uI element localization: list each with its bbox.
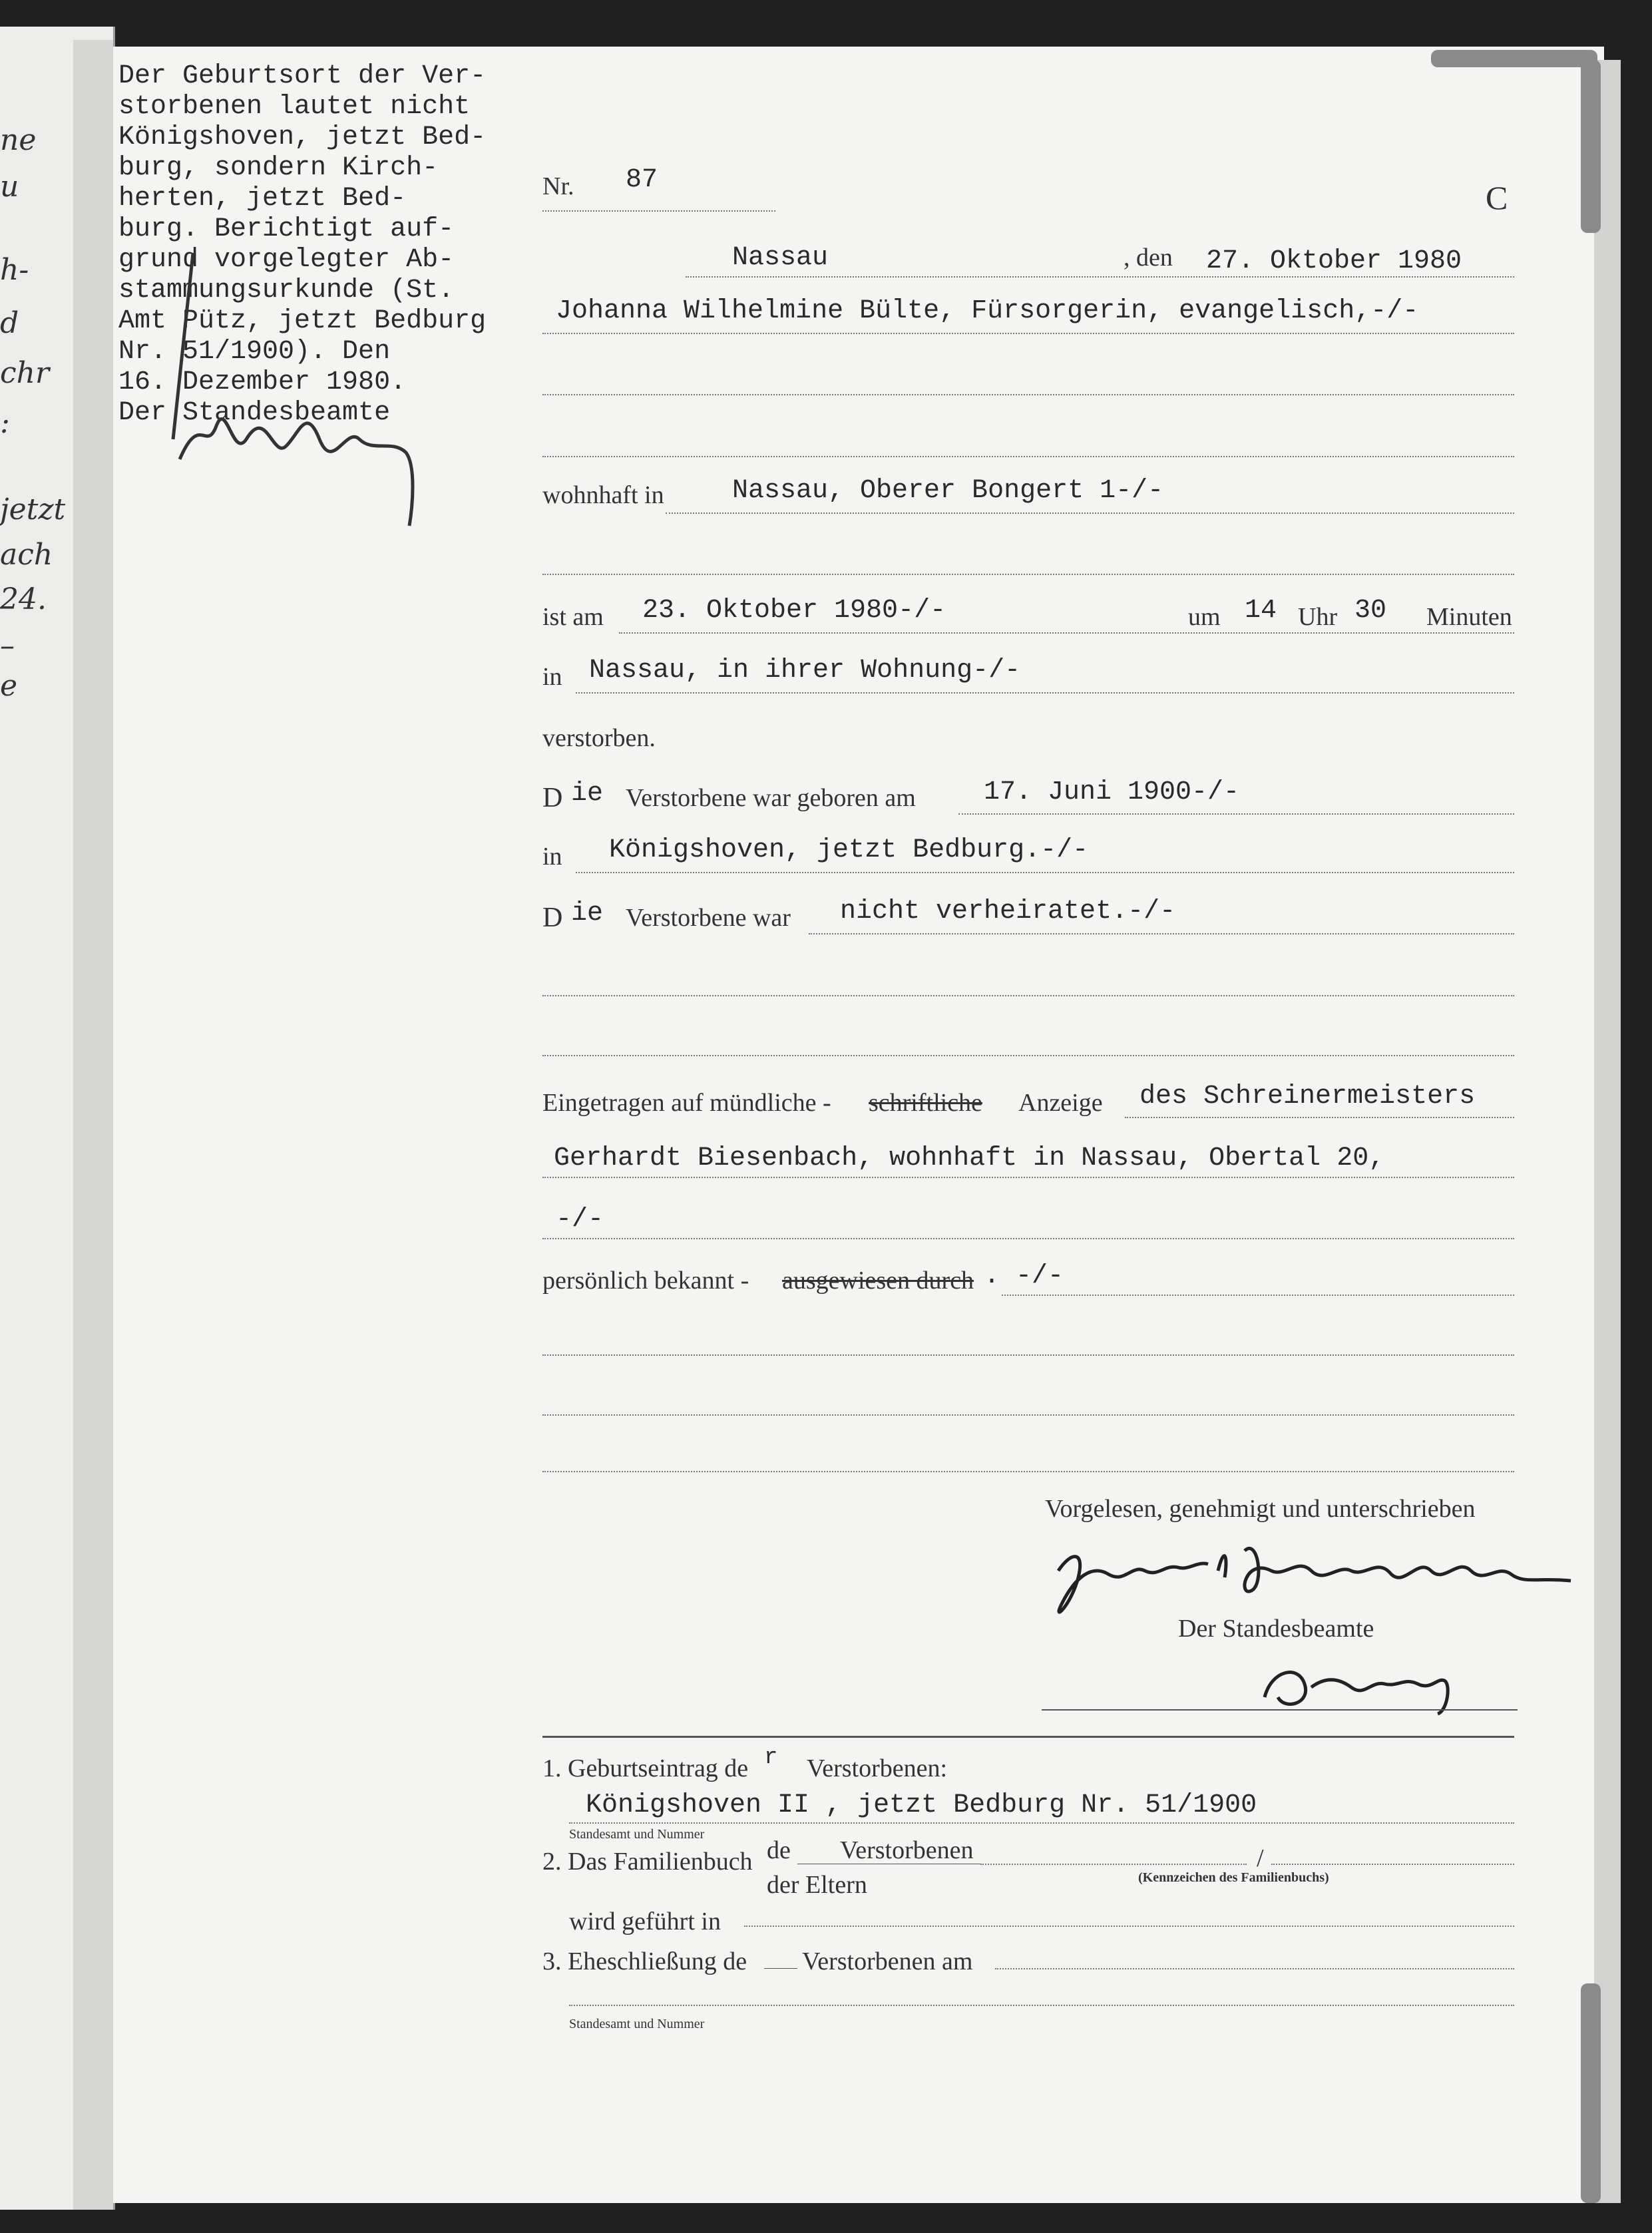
- margin-note-line: burg, sondern Kirch-: [118, 153, 439, 183]
- margin-note-line: herten, jetzt Bed-: [118, 184, 407, 214]
- informant-rule-2: [542, 1177, 1514, 1178]
- death-place-rule: [576, 692, 1514, 694]
- form-letter: C: [1486, 179, 1508, 216]
- registrar-signature: [1258, 1657, 1478, 1717]
- left-page-binding-strip: [73, 40, 113, 2210]
- struck-schriftliche: schriftliche: [869, 1089, 982, 1117]
- footer-item3-rule-2: [569, 2005, 1514, 2006]
- birth-date-rule: [958, 813, 1514, 815]
- informant-rule-1: [1125, 1117, 1514, 1118]
- residence: Nassau, Oberer Bongert 1-/-: [732, 476, 1164, 506]
- eingetragen-label: Eingetragen auf mündliche -: [542, 1089, 831, 1117]
- kennzeichen-caption: (Kennzeichen des Familienbuchs): [1138, 1870, 1329, 1885]
- informant-name-address: Gerhardt Biesenbach, wohnhaft in Nassau, Obertal 20,: [554, 1143, 1385, 1173]
- photo-corner-right-top: [1581, 60, 1601, 233]
- footer-separator: [542, 1736, 1514, 1738]
- birth-date: 17. Juni 1900-/-: [984, 777, 1240, 807]
- nr-rule: [542, 210, 775, 212]
- bekannt-label: persönlich bekannt -: [542, 1267, 749, 1295]
- name-rule-2: [542, 394, 1514, 395]
- death-minutes: 30: [1354, 596, 1387, 626]
- margin-note-line: Der Geburtsort der Ver-: [118, 61, 487, 91]
- informant-intro: des Schreinermeisters: [1139, 1082, 1476, 1112]
- margin-note-line: Nr. 51/1900). Den: [118, 337, 391, 367]
- left-page-fragment: ne: [0, 123, 37, 157]
- death-place: Nassau, in ihrer Wohnung-/-: [589, 656, 1021, 686]
- deceased-name: Johanna Wilhelmine Bülte, Fürsorgerin, evangelisch,-/-: [556, 296, 1419, 326]
- footer-item1-r: r: [764, 1745, 778, 1770]
- left-page-fragment: u: [0, 170, 19, 204]
- standesamt-nummer-caption-bottom: Standesamt und Nummer: [569, 2017, 705, 2031]
- footer-item2-label: 2. Das Familienbuch: [542, 1848, 753, 1876]
- left-page-fragment: e: [0, 669, 18, 703]
- footer-item1-rule: [569, 1822, 1514, 1824]
- margin-note-line: storbenen lautet nicht: [118, 92, 471, 122]
- marital-rule-1: [809, 933, 1514, 934]
- standesbeamte-label: Der Standesbeamte: [1178, 1615, 1374, 1643]
- marital-rule-2: [542, 995, 1514, 996]
- standesamt-nummer-caption: Standesamt und Nummer: [569, 1827, 705, 1842]
- residence-rule-2: [542, 574, 1514, 575]
- footer-item2-slash: /: [1257, 1844, 1264, 1872]
- birth-in-label: in: [542, 843, 562, 871]
- footer-item2-de: de: [767, 1836, 791, 1864]
- registry-date: 27. Oktober 1980: [1206, 246, 1462, 276]
- margin-note-line: 16. Dezember 1980.: [118, 367, 407, 397]
- bekannt-typed: . -/-: [984, 1261, 1064, 1291]
- margin-note-line: stammungsurkunde (St.: [118, 276, 455, 305]
- left-page-fragment: ach: [0, 538, 53, 572]
- name-rule-3: [542, 456, 1514, 457]
- birth-register-entry: Königshoven II , jetzt Bedburg Nr. 51/1900: [586, 1790, 1257, 1820]
- footer-item1-label: 1. Geburtseintrag de: [542, 1754, 749, 1782]
- left-page-fragment: h-: [0, 253, 29, 287]
- margin-note-line: Amt Pütz, jetzt Bedburg: [118, 306, 487, 336]
- residence-rule-1: [666, 512, 1514, 514]
- entry-number: 87: [626, 165, 658, 195]
- footer-item2-verstorbenen: Verstorbenen: [840, 1836, 974, 1864]
- d-label: D: [542, 783, 563, 813]
- wohnhaft-label: wohnhaft in: [542, 481, 664, 509]
- margin-note-line: Königshoven, jetzt Bed-: [118, 122, 487, 152]
- marital-rule-3: [542, 1055, 1514, 1056]
- death-hour: 14: [1245, 596, 1277, 626]
- in-label: in: [542, 663, 562, 691]
- photo-corner-top: [1431, 50, 1597, 67]
- signature-line: [1042, 1709, 1518, 1711]
- blank-rule-1: [542, 1354, 1514, 1356]
- footer-item3-rule: [995, 1968, 1514, 1969]
- footer-item2-rule-a: [980, 1864, 1247, 1865]
- margin-signature: [153, 240, 433, 532]
- um-label: um: [1188, 603, 1221, 631]
- vorgelesen-text: Vorgelesen, genehmigt und unterschrieben: [1045, 1495, 1476, 1523]
- den-label: , den: [1124, 244, 1173, 272]
- blank-rule-3: [542, 1471, 1514, 1472]
- left-page-fragment: jetzt: [0, 493, 66, 526]
- blank-rule-2: [542, 1414, 1514, 1416]
- footer-item2-eltern: der Eltern: [767, 1871, 867, 1899]
- marital-d-label: D: [542, 903, 563, 933]
- registry-place: Nassau: [732, 243, 829, 273]
- death-date: 23. Oktober 1980-/-: [642, 596, 946, 626]
- struck-ausgewiesen: ausgewiesen durch: [782, 1267, 974, 1295]
- marital-gender-suffix: ie: [571, 899, 604, 928]
- informant-rule-3: [542, 1238, 1514, 1239]
- minuten-label: Minuten: [1426, 603, 1512, 631]
- footer-item3-label: 3. Eheschließung de: [542, 1947, 747, 1975]
- nr-label: Nr.: [542, 172, 574, 200]
- photo-corner-right-bottom: [1581, 1983, 1601, 2203]
- footer-item1-verstorbenen: Verstorbenen:: [807, 1754, 948, 1782]
- birth-place: Königshoven, jetzt Bedburg.-/-: [609, 835, 1089, 865]
- name-rule-1: [542, 333, 1514, 334]
- left-page-fragment: d: [0, 306, 19, 340]
- footer-gefuehrt-label: wird geführt in: [569, 1908, 721, 1935]
- footer-gefuehrt-rule: [744, 1926, 1514, 1927]
- left-page-fragment: –: [0, 629, 15, 663]
- footer-item2-rule-b: [1271, 1864, 1514, 1865]
- left-page-fragment: :: [0, 406, 10, 440]
- war-label: Verstorbene war: [626, 904, 791, 932]
- footer-item3-underline: [764, 1968, 797, 1969]
- left-page-fragment: 24.: [0, 582, 47, 616]
- informant-line-3: -/-: [556, 1205, 604, 1235]
- uhr-label: Uhr: [1298, 603, 1338, 631]
- verstorben-label: verstorben.: [542, 724, 656, 752]
- margin-note-line: grund vorgelegter Ab-: [118, 245, 455, 275]
- anzeige-label: Anzeige: [1018, 1089, 1103, 1117]
- margin-note-line: Der Standesbeamte: [118, 398, 391, 428]
- marital-status: nicht verheiratet.-/-: [840, 897, 1176, 926]
- gender-suffix: ie: [571, 779, 604, 809]
- bekannt-rule: [1002, 1295, 1514, 1296]
- date-rule: [686, 276, 1514, 278]
- geboren-label: Verstorbene war geboren am: [626, 784, 916, 812]
- death-date-rule: [619, 632, 1514, 634]
- margin-note-line: burg. Berichtigt auf-: [118, 214, 455, 244]
- birth-place-rule: [576, 872, 1514, 873]
- ist-am-label: ist am: [542, 603, 604, 631]
- left-page-fragment: chr: [0, 356, 50, 390]
- page-edge: [1594, 60, 1621, 2203]
- footer-item3-verstorbenen: Verstorbenen am: [802, 1947, 973, 1975]
